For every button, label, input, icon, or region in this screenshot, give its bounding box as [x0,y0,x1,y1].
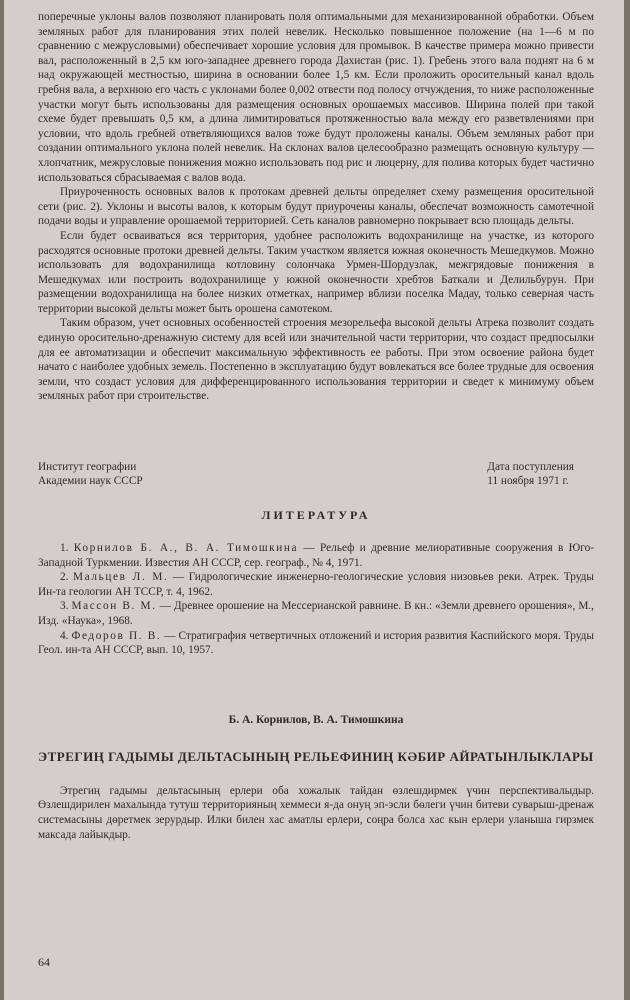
date-line-1: Дата поступления [487,461,574,474]
reference-item [38,629,594,658]
reference-authors: Федоров П. В. [71,629,162,642]
reference-text: — Рельеф и древние мелиоративные сооружения в Юго-Западной Туркмении. Известия АН СССР, сер. географ., № 4, 1971. [38,542,594,569]
page-number: 64 [38,955,50,969]
reference-authors: Корнилов Б. А., В. А. Тимошкина [73,542,299,555]
paragraph-1: поперечные уклоны валов позволяют планировать поля оптимальными для механизированной обработки. Объем земляных работ для планирования этих полей невелик. Несколько повышенное положение (на 1—6 м по сравнению с межрусловыми) обеспечивает хорошие условия для промывок. В качестве примера можно привести вал, расположенный в 2,5 км юго-западнее древнего города Дахистан (рис. 1). Гребень этого вала поднят на 6 м над окружающей местностью, ширина в основании более 1,5 км. Если проложить оросительный канал вдоль гребня вала, а верхнюю его часть с уклонами более 0,002 отвести под полосу отчуждения, то ниже расположенные участки могут быть использованы для размещения основных орошаемых массивов. Ширина полей при такой схеме будет превышать 0,5 км, а длина лимитироваться протяженностью вала между его разветвлениями при условии, что вдоль гребней ответвляющихся валов тоже будут проложены каналы. Объем земляных работ при создании оптимального уклона полей невелик. На склонах валов целесообразно размещать основную культуру — хлопчатник, межрусловые понижения можно использовать под рис и люцерну, для полива которых будет частично использоваться сбрасываемая с валов вода. [38,11,594,184]
reference-item [38,541,594,570]
paragraph-4: Таким образом, учет основных особенностей строения мезорельефа высокой дельты Атрека позволит создать единую оросительно-дренажную систему для всей или значительной части территории, что создаст предпосылки для ее автоматизации и обеспечит максимальную эффективность ее работы. При этом освоение района будет начато с наиболее удобных земель. Постепенно в эксплуатацию будут вовлекаться все более трудные для освоения земли, что создаст условия для дифференцированного использования территории и сведет к минимуму объем земляных работ при строительстве. [38,317,594,403]
date-block [487,460,594,488]
reference-number: 2. [60,571,69,584]
summary-authors: Б. А. Корнилов, В. А. Тимошкина [228,713,404,726]
date-line-2: 11 ноября 1971 г. [487,475,569,488]
literature-heading: ЛИТЕРАТУРА [261,508,371,523]
document-page [4,0,624,1000]
signature-row [38,460,594,488]
reference-number: 1. [60,542,69,555]
reference-authors: Мальцев Л. М. [72,571,169,584]
institute-block [38,460,143,488]
paragraph-3: Если будет осваиваться вся территория, удобнее расположить водохранилище на участке, из которого расходятся основные протоки древней дельты. Таким участком является южная оконечность Мешедкумов. Можно использовать для водохранилища котловину солончака Урмен-Шордузлак, межгрядовые понижения в Мешедкумах или построить водохранилище у южной оконечности хребтов Баткали и Делильбурун. При размещении водохранилища на более низких отметках, например вблизи поселка Мадау, только северная часть территории высокой дельты может быть орошена самотеком. [38,229,594,315]
summary-title: ЭТРЕГИҢ ГАДЫМЫ ДЕЛЬТАСЫНЫҢ РЕЛЬЕФИНИҢ КӘБИР АЙРАТЫНЛЫКЛАРЫ [38,748,594,764]
reference-text: — Стратиграфия четвертичных отложений и история развития Каспийского моря. Труды Геол. ин-та АН СССР, вып. 10, 1957. [38,629,595,657]
reference-text: — Гидрологические инженерно-геологические условия низовьев реки. Атрек. Труды Ин-та геологии АН ТССР, т. 4, 1962. [38,571,594,598]
reference-number: 4. [60,629,69,642]
reference-item [38,599,594,628]
summary-paragraph: Этрегиң гадымы дельтасының ерлери оба хожалык тайдан өзлешдирмек үчин перспективалыдыр. Өзлешдирилен махалында тутуш территорияның хеммеси я-да онуң эп-эсли бөлеги үчин битеви суварыш-дренаж системасыны дөретмек зерурдыр. Илки билен хас аматлы ерлери, соңра болса хас кын ерлери уланыша гирзмек максада лайыкдыр. [38,784,594,841]
paragraph-2: Приуроченность основных валов к протокам древней дельты определяет схему размещения оросительной сети (рис. 2). Уклоны и высоты валов, к которым будут приурочены каналы, обеспечат возможность самотечной подачи воды и управление орошаемой территорией. Сеть каналов равномерно покрывает всю площадь дельты. [38,186,594,228]
reference-authors: Массон В. М. [71,600,157,613]
institute-line-1: Институт географии [38,461,137,474]
reference-number: 3. [60,600,69,613]
reference-text: — Древнее орошение на Мессерианской равнине. В кн.: «Земли древнего орошения», М., Изд. «Наука», 1968. [38,600,595,627]
institute-line-2: Академии наук СССР [38,475,143,488]
reference-item [38,570,594,599]
